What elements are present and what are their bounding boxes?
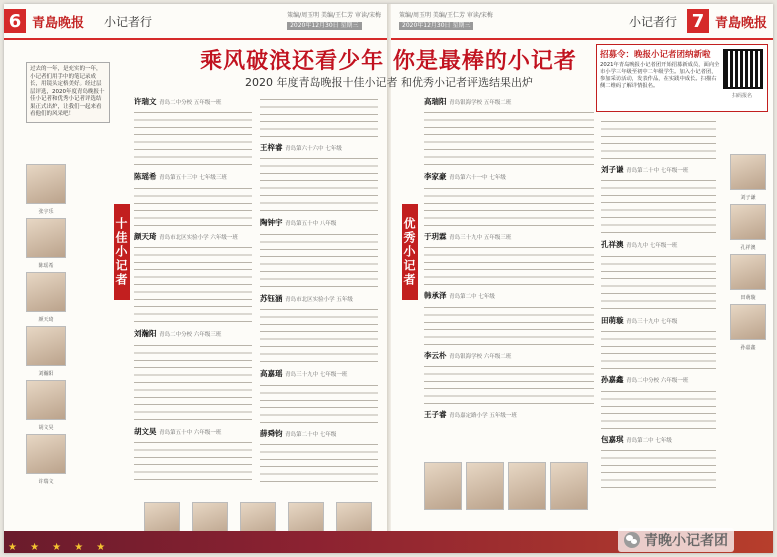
- reporter-name: 包嘉琪 青岛第二中 七年级: [601, 434, 672, 444]
- intro-box: 过去的一年，是充实的一年，小记者们用手中的笔记录成长，用镜头定格美好。经过层层评选，2020年度青岛晚报十佳小记者和优秀小记者评选结果正式出炉，让我们一起来看看他们的风采吧！: [26, 62, 110, 123]
- promo-text: 2021年青岛晚报小记者团开始招募新成员，面向全市小学三年级至初中二年级学生。加入小记者团，参加采访活动，发表作品，在实践中成长。扫描右侧二维码了解详情报名。: [600, 62, 720, 89]
- photo-caption: 许瑞文: [38, 479, 54, 485]
- reporter-name: 苏钰涵 青岛市北区实验小学 五年级: [260, 293, 353, 303]
- promo-title: 招募令：晚报小记者团纳新啦: [600, 50, 711, 60]
- body-text: [601, 447, 716, 491]
- body-text: [260, 382, 378, 426]
- body-text: [424, 244, 594, 288]
- body-text: [424, 304, 594, 348]
- photo-caption: 孔祥澳: [740, 245, 756, 251]
- left-masthead-meta: [287, 12, 387, 30]
- body-text: [134, 439, 252, 483]
- star-icon: ★: [30, 542, 40, 553]
- body-text: [260, 155, 378, 215]
- wechat-watermark: [618, 528, 734, 552]
- reporter-photo: [508, 462, 546, 510]
- reporter-photo: [730, 304, 766, 340]
- right-date: 2020年12月30日 星期三: [399, 22, 473, 30]
- right-page-number: 7: [687, 9, 709, 33]
- right-photo-strip: [726, 154, 772, 354]
- article-column-3: [424, 94, 594, 514]
- headline: 乘风破浪还看少年 你是最棒的小记者: [200, 48, 577, 74]
- reporter-name: 薛舜钧 青岛第二十中 七年级: [260, 428, 337, 438]
- body-text: [601, 118, 716, 162]
- reporter-name: 王梓睿 青岛第六十六中 七年级: [260, 143, 342, 152]
- reporter-photo: [550, 462, 588, 510]
- reporter-name: 陶钟宇 青岛第五十中 八年级: [260, 218, 337, 228]
- reporter-photo: [424, 462, 462, 510]
- star-icon: ★: [96, 542, 106, 553]
- article-column-4: [601, 116, 716, 536]
- photo-caption: 刘子谦: [740, 195, 756, 201]
- reporter-photo: [26, 164, 66, 204]
- reporter-photo: [26, 380, 66, 420]
- wechat-icon: [624, 532, 640, 548]
- body-text: [424, 185, 594, 229]
- right-page-header: [391, 4, 773, 40]
- right-editors: 策编/周玉明 美编/王仁芳 审读/宋梅: [399, 12, 493, 19]
- body-text: [601, 388, 716, 432]
- reporter-photo: [466, 462, 504, 510]
- right-section-name: 小记者行: [628, 14, 677, 29]
- body-text: [601, 177, 716, 237]
- star-icon: ★: [8, 542, 17, 553]
- right-masthead-meta: [391, 12, 493, 30]
- photo-caption: 颜天琦: [38, 317, 54, 323]
- photo-caption: 田萌璇: [740, 295, 756, 301]
- left-page-header: [4, 4, 387, 40]
- body-text: [134, 109, 252, 169]
- article-column-1: [134, 94, 252, 514]
- reporter-name: 韩承泽 青岛第二中 七年级: [424, 291, 495, 301]
- reporter-name: 李家豪 青岛第六十一中 七年级: [424, 172, 506, 182]
- right-brand: 青島晚报: [714, 15, 767, 31]
- qr-caption: 扫码报名: [731, 93, 752, 99]
- left-photo-strip: [24, 164, 78, 488]
- reporter-name: 孔祥澳 青岛九中 七年级一班: [601, 240, 678, 250]
- body-text: [601, 253, 716, 313]
- body-text: [260, 306, 378, 366]
- body-text: [424, 363, 594, 407]
- reporter-name: 李云朴 青岛银海学校 六年级二班: [424, 350, 512, 360]
- body-text: [424, 109, 594, 169]
- reporter-name: 田萌璇 青岛三十九中 七年级: [601, 315, 678, 325]
- reporter-photo: [26, 272, 66, 312]
- reporter-name: 王子睿 青岛嘉定路小学 五年级一班: [424, 410, 517, 420]
- photo-caption: 张宇乐: [38, 209, 54, 215]
- article-column-2: [260, 94, 378, 514]
- photo-caption: 胡文昊: [38, 425, 54, 431]
- reporter-photo: [26, 326, 66, 366]
- photo-caption: 陈瑶希: [38, 263, 54, 269]
- reporter-name: 颜天琦 青岛市北区实验小学 六年级一班: [134, 231, 238, 241]
- left-section-name: 小记者行: [104, 14, 153, 29]
- left-page-number: 6: [4, 9, 26, 33]
- recruitment-promo-box: [596, 44, 768, 112]
- reporter-photo: [730, 204, 766, 240]
- photo-caption: 刘瀚阳: [38, 371, 54, 377]
- body-text: [260, 96, 378, 140]
- excellent-section-title: 优秀小记者: [402, 204, 418, 300]
- reporter-name: 刘瀚阳 青岛二中分校 六年级三班: [134, 329, 222, 339]
- subheadline: 2020 年度青岛晚报十佳小记者 和优秀小记者评选结果出炉: [245, 76, 533, 89]
- reporter-name: 高嘉瑶 青岛三十九中 七年级一班: [260, 369, 348, 379]
- body-text: [134, 185, 252, 229]
- left-brand: 青島晚报: [32, 15, 85, 31]
- reporter-photo: [730, 154, 766, 190]
- photo-caption: 孙嘉鑫: [740, 345, 756, 351]
- left-editors: 策编/周玉明 美编/王仁芳 审读/宋梅: [287, 12, 381, 19]
- star-icon: ★: [74, 542, 84, 553]
- reporter-name: 孙嘉鑫 青岛二中分校 六年级一班: [601, 375, 689, 385]
- reporter-name: 高瑞阳 青岛银海学校 五年级二班: [424, 97, 512, 106]
- top-ten-section-title: 十佳小记者: [114, 204, 130, 300]
- bottom-photo-row-right: [424, 462, 594, 510]
- reporter-photo: [26, 218, 66, 258]
- body-text: [260, 231, 378, 291]
- newspaper-spread: [4, 4, 773, 553]
- body-text: [134, 244, 252, 326]
- left-date: 2020年12月30日 星期三: [287, 22, 361, 30]
- qr-code-icon[interactable]: [723, 49, 763, 89]
- star-icon: ★: [52, 542, 62, 553]
- reporter-photo: [26, 434, 66, 474]
- reporter-name: 于玥霖 青岛三十九中 五年级三班: [424, 231, 512, 241]
- reporter-photo: [730, 254, 766, 290]
- body-text: [134, 342, 252, 424]
- reporter-name: 陈瑶希 青岛第五十三中 七年级三班: [134, 172, 227, 182]
- reporter-name: 胡文昊 青岛第五十中 六年级一班: [134, 426, 222, 436]
- body-text: [601, 328, 716, 372]
- body-text: [260, 441, 378, 485]
- reporter-name: 许瑞文 青岛二中分校 五年级一班: [134, 97, 222, 106]
- watermark-text: 青晚小记者团: [644, 533, 728, 549]
- reporter-name: 刘子谦 青岛第二十中 七年级一班: [601, 165, 689, 174]
